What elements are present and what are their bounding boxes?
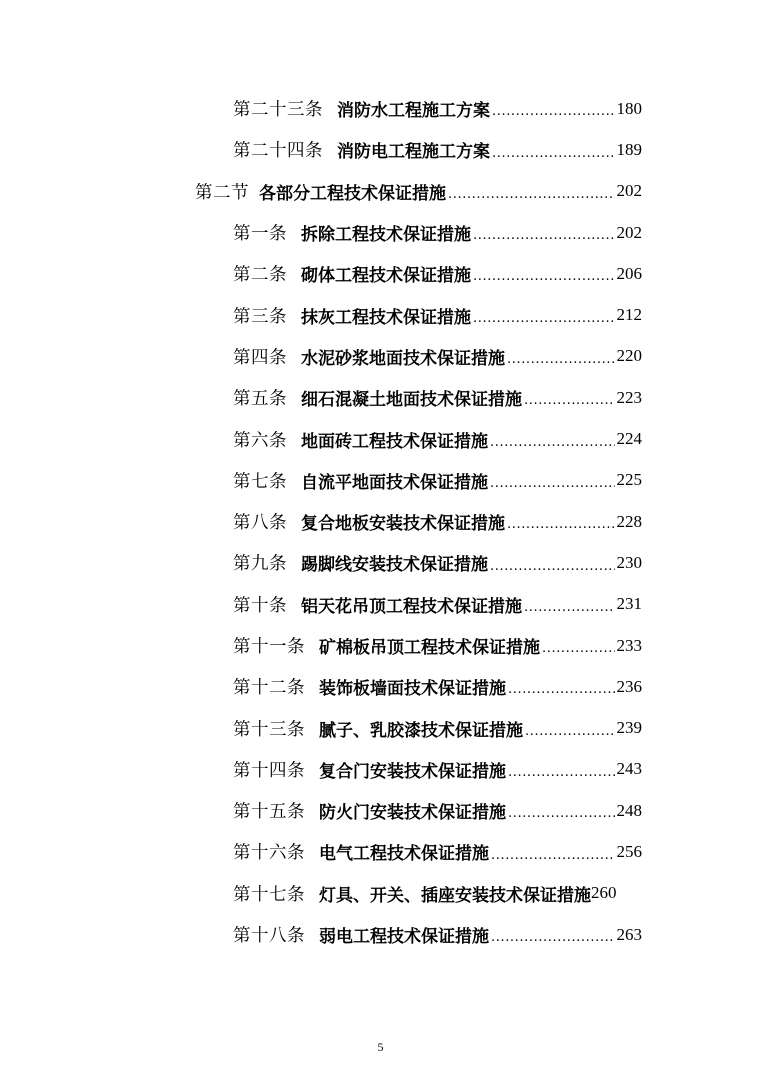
toc-leader-dots [507, 353, 615, 377]
toc-entry[interactable] [0, 377, 642, 418]
toc-entry-page: 263 [616, 924, 642, 944]
toc-entry-title: 踢脚线安装技术保证措施 [301, 555, 488, 576]
table-of-contents [0, 88, 761, 955]
toc-leader-dots [508, 683, 615, 707]
toc-entry-page: 220 [616, 346, 642, 366]
toc-entry-number: 第八条 [233, 513, 287, 534]
toc-entry-title: 矿棉板吊顶工程技术保证措施 [319, 638, 540, 658]
toc-entry-page: 231 [616, 594, 642, 614]
toc-leader-dots [507, 518, 615, 542]
toc-entry-title: 水泥砂浆地面技术保证措施 [301, 348, 505, 369]
toc-entry[interactable] [0, 707, 642, 748]
toc-entry-number: 第四条 [233, 347, 287, 368]
toc-entry-page: 228 [616, 511, 642, 531]
toc-leader-dots [508, 807, 615, 831]
toc-leader-dots [490, 560, 615, 584]
toc-entry[interactable] [0, 418, 642, 459]
toc-entry[interactable] [0, 88, 642, 129]
toc-entry-page: 189 [616, 139, 642, 159]
toc-entry-number: 第二节 [195, 182, 249, 203]
toc-entry-number: 第六条 [233, 430, 287, 451]
toc-entry-title: 消防水工程施工方案 [337, 101, 490, 122]
toc-entry-title: 砌体工程技术保证措施 [301, 266, 471, 287]
page-number: 5 [377, 1040, 384, 1054]
toc-leader-dots [491, 931, 615, 955]
toc-leader-dots [491, 849, 615, 873]
toc-entry-title: 腻子、乳胶漆技术保证措施 [319, 720, 523, 741]
toc-entry-page: 236 [616, 676, 642, 696]
toc-entry-number: 第五条 [233, 389, 287, 410]
toc-entry-number: 第二十三条 [233, 100, 323, 121]
toc-entry[interactable] [0, 584, 642, 625]
toc-leader-dots [448, 188, 615, 212]
toc-entry-number: 第三条 [233, 306, 287, 327]
toc-entry-page: 243 [616, 759, 642, 779]
toc-entry-number: 第十七条 [233, 884, 305, 905]
toc-entry[interactable] [0, 294, 642, 335]
toc-entry[interactable] [0, 501, 642, 542]
toc-entry-number: 第二条 [233, 265, 287, 286]
toc-entry-number: 第二十四条 [233, 141, 323, 162]
toc-entry-number: 第十一条 [233, 637, 305, 657]
toc-leader-dots [490, 436, 615, 460]
toc-entry-page: 248 [616, 800, 642, 820]
toc-entry[interactable] [0, 873, 642, 914]
toc-entry-title: 装饰板墙面技术保证措施 [319, 679, 506, 700]
toc-entry[interactable] [0, 749, 642, 790]
toc-entry-number: 第一条 [233, 224, 287, 245]
toc-leader-dots [473, 312, 615, 336]
toc-entry[interactable] [0, 129, 642, 170]
toc-entry-title: 电气工程技术保证措施 [319, 844, 489, 865]
toc-leader-dots [492, 105, 615, 129]
toc-leader-dots [473, 229, 615, 253]
toc-entry[interactable] [0, 212, 642, 253]
toc-entry-title: 弱电工程技术保证措施 [319, 927, 489, 948]
toc-entry-number: 第十四条 [233, 760, 305, 781]
toc-entry-page: 256 [616, 841, 642, 861]
toc-entry-number: 第九条 [233, 554, 287, 575]
toc-entry[interactable] [0, 831, 642, 872]
toc-entry-title: 消防电工程施工方案 [337, 142, 490, 163]
toc-entry-number: 第十五条 [233, 802, 305, 823]
toc-entry-title: 自流平地面技术保证措施 [301, 472, 488, 493]
toc-entry[interactable] [0, 790, 642, 831]
toc-section-entry[interactable] [0, 171, 642, 212]
toc-leader-dots [492, 147, 615, 171]
toc-entry-page: 212 [616, 305, 642, 325]
toc-entry-title: 复合地板安装技术保证措施 [301, 514, 505, 535]
toc-entry-title: 铝天花吊顶工程技术保证措施 [301, 596, 522, 617]
toc-entry-title: 各部分工程技术保证措施 [259, 183, 446, 204]
toc-entry-page: 233 [616, 635, 642, 655]
toc-entry-page: 223 [616, 387, 642, 407]
toc-entry[interactable] [0, 914, 642, 955]
toc-entry-title: 拆除工程技术保证措施 [301, 225, 471, 246]
toc-entry-page: 202 [616, 181, 642, 201]
toc-entry-page: 202 [616, 222, 642, 242]
toc-entry-title: 抹灰工程技术保证措施 [301, 307, 471, 328]
toc-entry-number: 第十二条 [233, 678, 305, 699]
toc-entry-number: 第十三条 [233, 719, 305, 740]
toc-entry[interactable] [0, 253, 642, 294]
toc-entry-number: 第十八条 [233, 926, 305, 947]
toc-leader-dots [525, 725, 615, 749]
toc-leader-dots [508, 766, 615, 790]
toc-entry[interactable] [0, 542, 642, 583]
toc-leader-dots [542, 642, 615, 666]
toc-entry[interactable] [0, 460, 642, 501]
toc-leader-dots [524, 601, 615, 625]
toc-entry[interactable] [0, 625, 642, 666]
toc-entry-title: 复合门安装技术保证措施 [319, 761, 506, 782]
toc-entry-title: 灯具、开关、插座安装技术保证措施 [319, 885, 591, 906]
toc-entry-page: 225 [616, 470, 642, 490]
toc-entry-title: 地面砖工程技术保证措施 [301, 431, 488, 452]
toc-entry-number: 第十条 [233, 595, 287, 616]
toc-entry-title: 细石混凝土地面技术保证措施 [301, 390, 522, 411]
toc-entry-number: 第十六条 [233, 843, 305, 864]
toc-leader-dots [490, 477, 615, 501]
toc-entry-page: 206 [616, 263, 642, 283]
toc-entry[interactable] [0, 336, 642, 377]
toc-entry-page: 230 [616, 552, 642, 572]
toc-entry-page: 180 [616, 98, 642, 118]
toc-entry-page: 224 [616, 429, 642, 449]
toc-entry-page: 239 [616, 718, 642, 738]
toc-entry-number: 第七条 [233, 471, 287, 492]
toc-leader-dots [524, 394, 615, 418]
toc-entry[interactable] [0, 666, 642, 707]
toc-entry-page: 260 [591, 883, 617, 903]
toc-leader-dots [473, 270, 615, 294]
toc-entry-title: 防火门安装技术保证措施 [319, 803, 506, 824]
